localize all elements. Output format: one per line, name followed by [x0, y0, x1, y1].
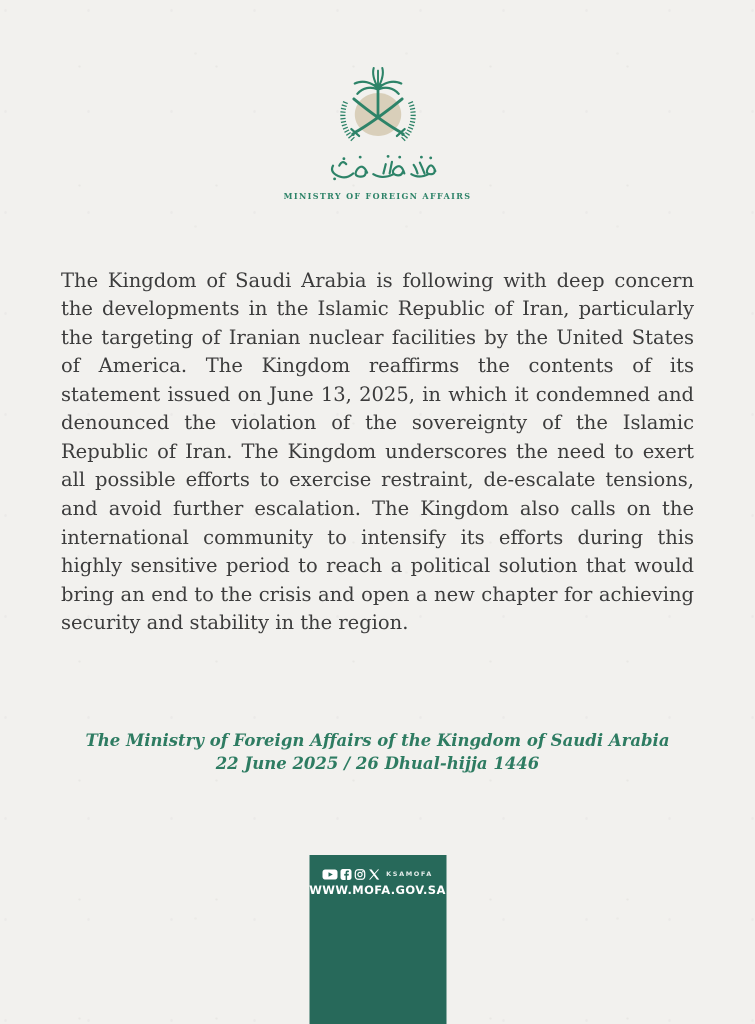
social-handle: KSAMOFA	[386, 870, 433, 878]
palm-and-swords-icon	[326, 62, 430, 148]
saudi-emblem	[326, 62, 430, 148]
attribution	[0, 729, 755, 776]
mofa-logo	[0, 62, 755, 201]
facebook-icon	[340, 869, 351, 880]
attribution-ministry-line: The Ministry of Foreign Affairs of the Kingdom of Saudi Arabia	[85, 731, 670, 750]
instagram-icon	[354, 869, 365, 880]
footer-social-box	[309, 855, 446, 1024]
attribution-date-line: 22 June 2025 / 26 Dhual-hijja 1446	[215, 754, 540, 774]
arabic-calligraphy-icon	[316, 149, 440, 187]
social-icons-row	[322, 868, 433, 880]
ministry-arabic-calligraphy	[316, 148, 440, 187]
youtube-icon	[322, 869, 337, 880]
statement-body: The Kingdom of Saudi Arabia is following with deep concern the developments in the Islamic Republic of Iran, particularly the targeting of Iranian nuclear facilities by the United States of America. The Kingdom reaffirms the contents of its statement issued on June 13, 2025, in which it condemned and denounced the violation of the sovereignty of the Islamic Republic of Iran. The Kingdom underscores the need to exert all possible efforts to exercise restraint, de-escalate tensions, and avoid further escalation. The Kingdom also calls on the international community to intensify its efforts during this highly sensitive period to reach a political solution that would bring an end to the crisis and open a new chapter for achieving security and stability in the region.	[61, 268, 694, 635]
x-icon	[368, 869, 379, 880]
website-url: WWW.MOFA.GOV.SA	[309, 883, 446, 897]
ministry-english-title: MINISTRY OF FOREIGN AFFAIRS	[283, 191, 472, 201]
